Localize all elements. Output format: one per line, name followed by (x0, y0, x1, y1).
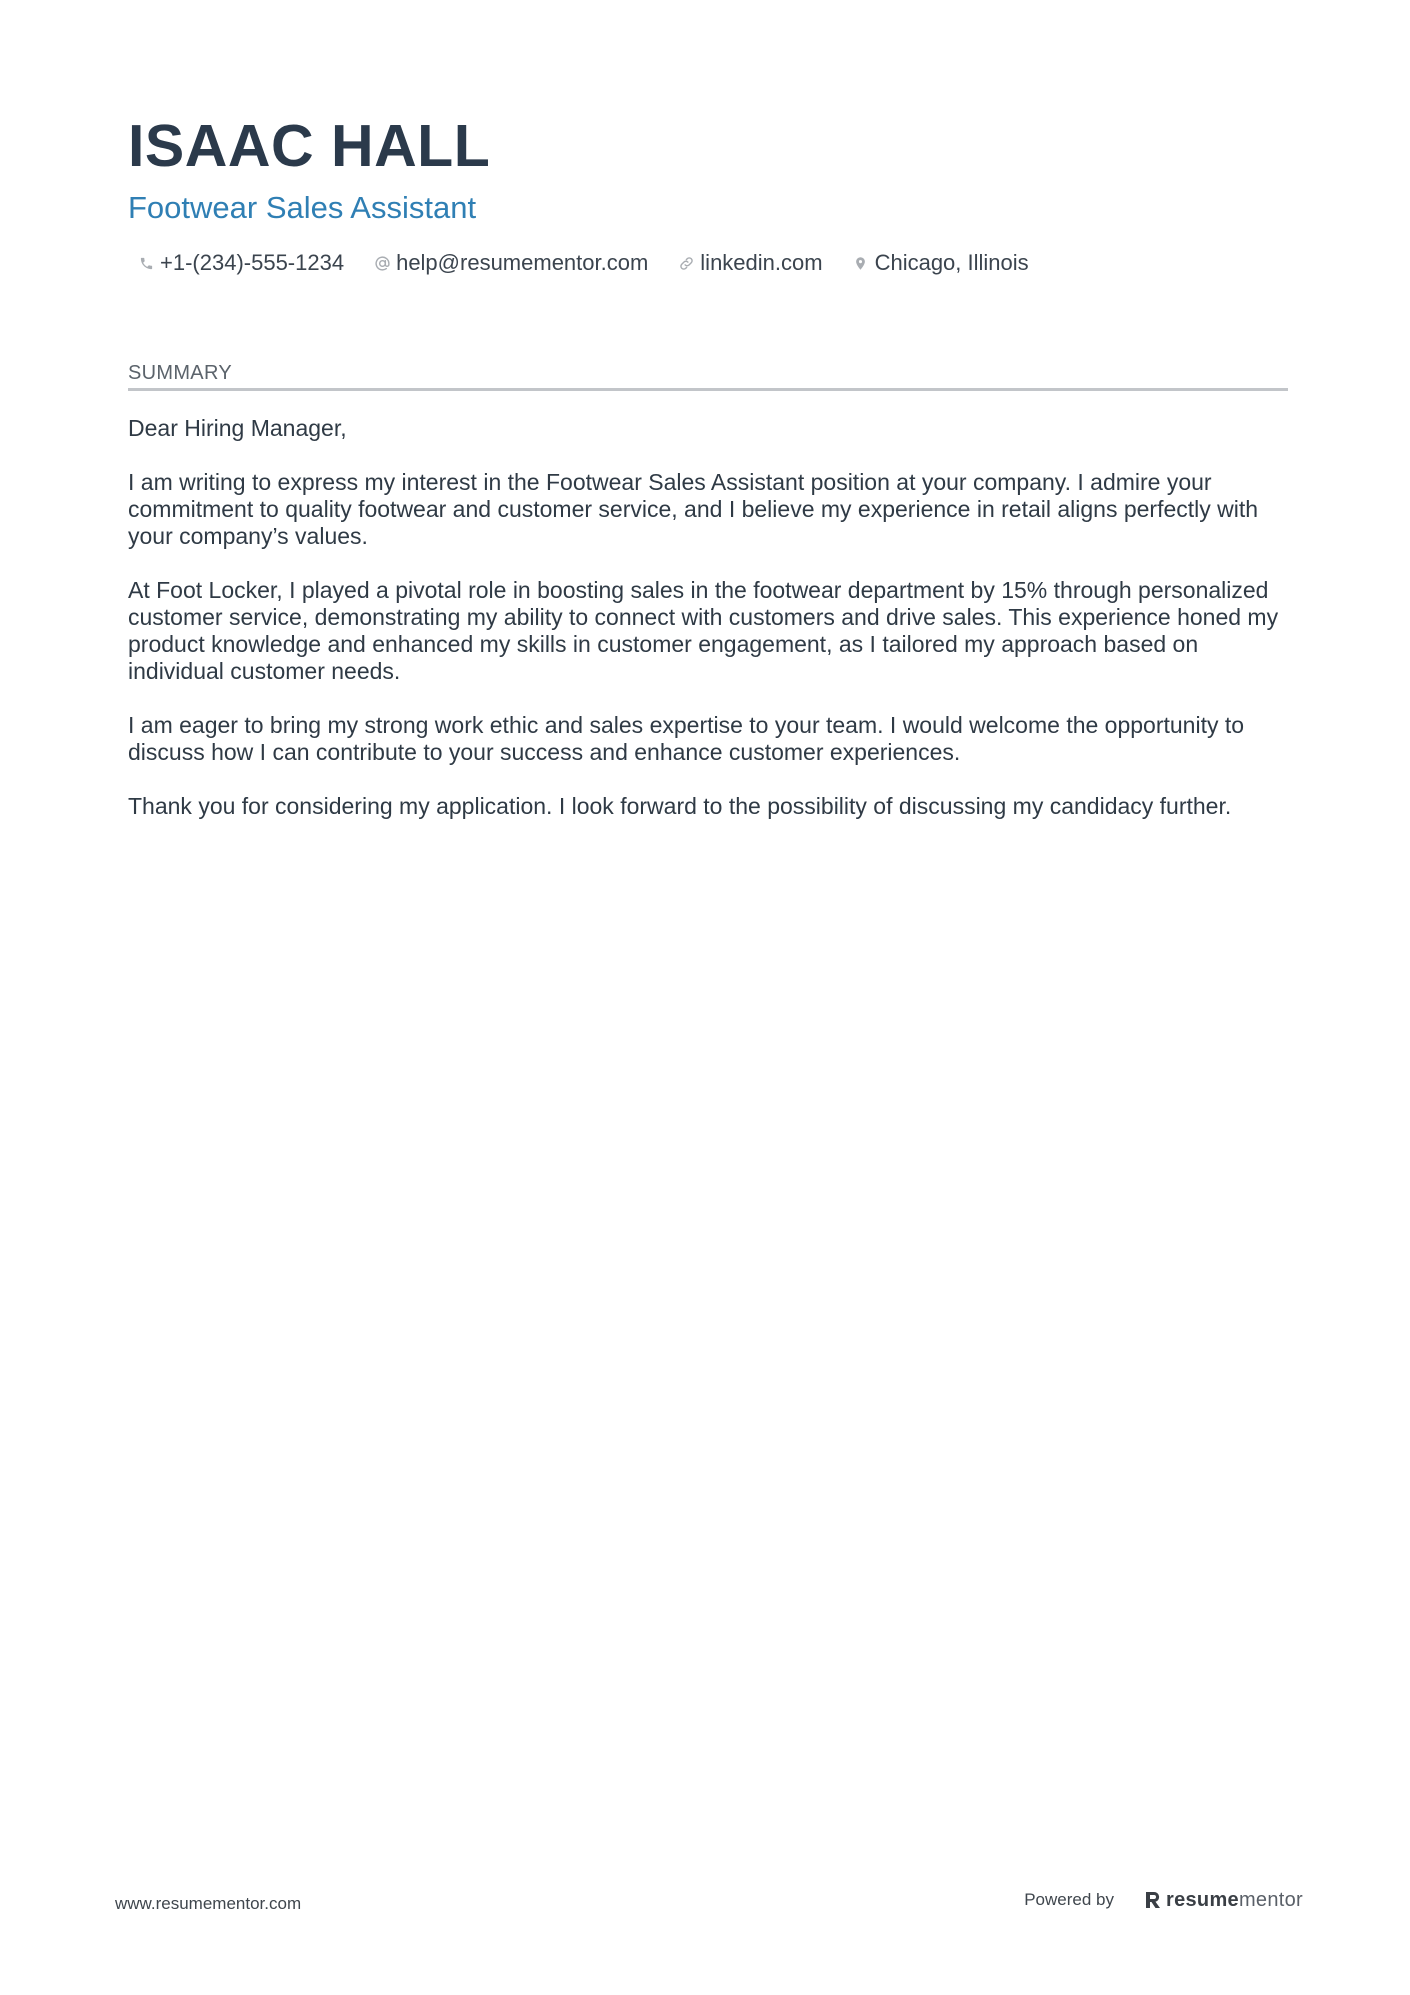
letter-body (128, 415, 1288, 820)
letter-paragraph: I am eager to bring my strong work ethic and sales expertise to your team. I would welcome the opportunity to discuss how I can contribute to your success and enhance customer experiences. (128, 712, 1245, 765)
summary-section (128, 360, 1288, 847)
job-title: Footwear Sales Assistant (128, 190, 477, 225)
footer-branding (1024, 1889, 1303, 1911)
location-text: Chicago, Illinois (874, 250, 1029, 275)
contact-phone (136, 248, 344, 278)
email-text: help@resumementor.com (396, 250, 649, 275)
brand-name-part2: mentor (1238, 1889, 1303, 1911)
resumementor-logo-icon (1144, 1890, 1162, 1910)
location-pin-icon (851, 253, 871, 273)
phone-icon (136, 253, 156, 273)
link-icon (676, 253, 696, 273)
brand-name-part1: resume (1166, 1889, 1239, 1911)
contact-email[interactable] (372, 248, 648, 278)
letter-paragraph: At Foot Locker, I played a pivotal role in boosting sales in the footwear department by 15% through personalized customer service, demonstrating my ability to connect with customers and drive sales. This experience honed my product knowledge and enhanced my skills in customer engagement, as I tailored my approach based on individual customer needs. (128, 577, 1279, 684)
footer-website[interactable]: www.resumementor.com (115, 1894, 302, 1913)
header (128, 108, 1288, 278)
salutation: Dear Hiring Manager, (128, 415, 347, 441)
contact-linkedin[interactable] (676, 248, 822, 278)
brand-logo[interactable] (1144, 1889, 1303, 1911)
letter-paragraph: I am writing to express my interest in the Footwear Sales Assistant position at your company. I admire your commitment to quality footwear and customer service, and I believe my experience in retail aligns perfectly with your company’s values. (128, 469, 1259, 549)
contact-location (851, 248, 1029, 278)
letter-paragraph: Thank you for considering my application. I look forward to the possibility of discussing my candidacy further. (128, 793, 1232, 819)
linkedin-text: linkedin.com (700, 250, 823, 275)
section-heading: SUMMARY (128, 360, 1288, 391)
contact-info (128, 248, 1288, 278)
powered-by-label: Powered by (1024, 1890, 1114, 1909)
candidate-name: ISAAC HALL (128, 113, 491, 179)
at-icon (372, 253, 392, 273)
phone-text: +1-(234)-555-1234 (160, 250, 345, 275)
